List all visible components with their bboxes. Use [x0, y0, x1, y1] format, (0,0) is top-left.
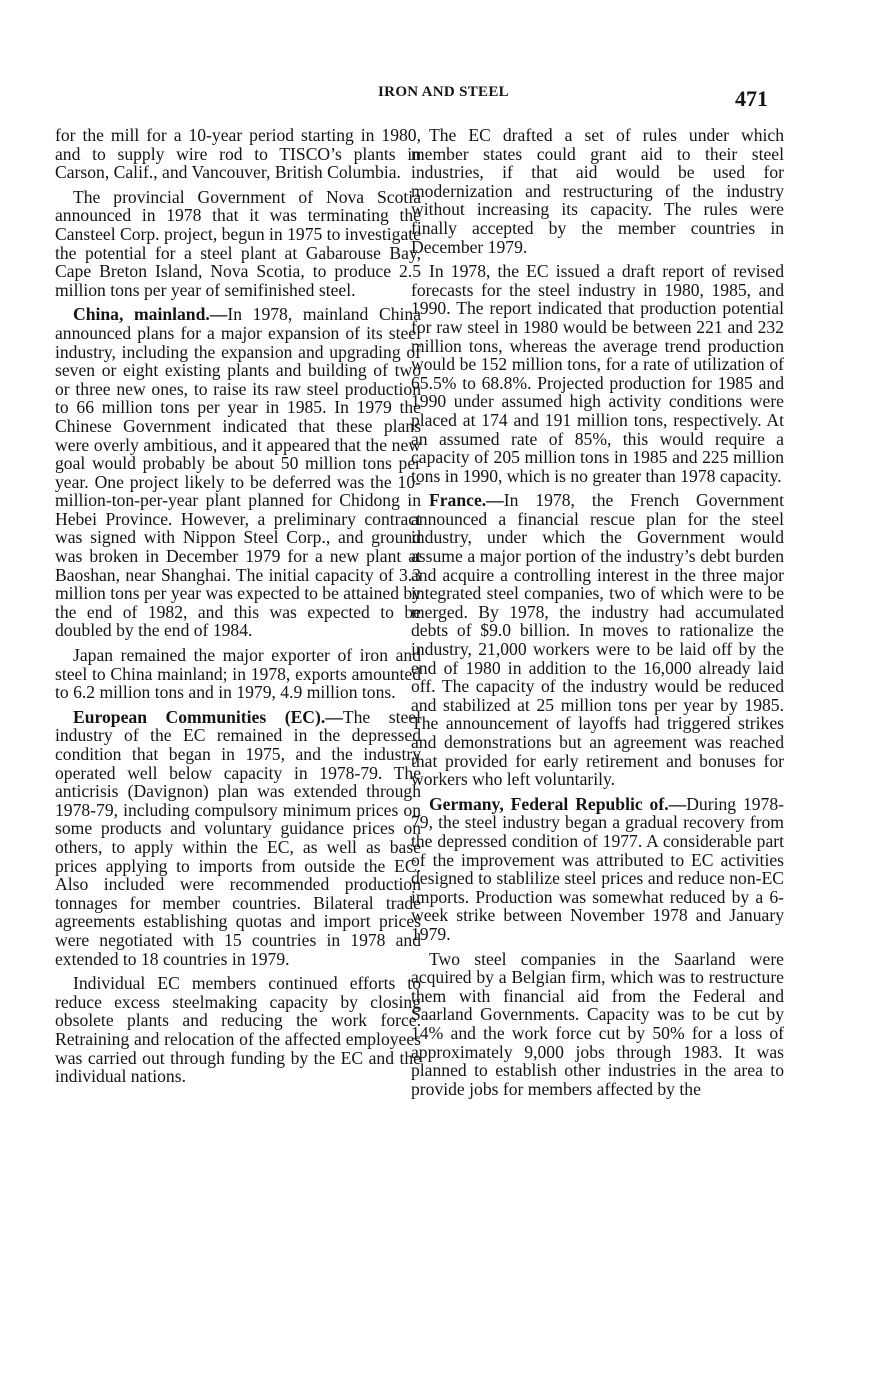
paragraph-china: [55, 305, 421, 640]
paragraph-france: [411, 491, 784, 789]
left-column: [55, 126, 421, 1092]
paragraph: In 1978, the EC issued a draft report of revised forecasts for the steel industry in 1980, 1985, and 1990. The report indicated that production potential for raw steel in 1980 would be between 221 and 232 million tons, whereas the average trend production would be 152 million tons, for a rate of utilization of 65.5% to 68.8%. Projected production for 1985 and 1990 under assumed high activity conditions were placed at 174 and 191 million tons, respectively. At an assumed rate of 85%, this would require a capacity of 205 million tons in 1985 and 225 million tons in 1990, which is no greater than 1978 capacity.: [411, 261, 784, 486]
paragraph-germany: [411, 795, 784, 944]
page-number: 471: [735, 86, 768, 111]
section-heading: European Communities (EC).—: [73, 706, 343, 727]
paragraph-text: The steel industry of the EC remained in the depressed condition that began in 1975, and the industry operated well below capacity in 1978-79. The anticrisis (Davignon) plan was extended through 1978-79, including compulsory minimum prices on some products and voluntary guidance prices on others, to apply within the EC, as well as base prices applying to imports from outside the EC. Also included were recommended production tonnages for member countries. Bilateral trade agreements establishing quotas and import prices were negotiated with 15 countries in 1978 and extended to 18 countries in 1979.: [55, 706, 421, 969]
paragraph: for the mill for a 10-year period starting in 1980, and to supply wire rod to TISCO’s plants in Carson, Calif., and Vancouver, British Columbia.: [55, 125, 421, 183]
paragraph: Two steel companies in the Saarland were acquired by a Belgian firm, which was to restructure them with financial aid from the Federal and Saarland Governments. Capacity was to be cut by 14% and the work force cut by 50% for a loss of approximately 9,000 jobs through 1983. It was planned to establish other industries in the area to provide jobs for members affected by the: [411, 948, 784, 1099]
paragraph-text: During 1978-79, the steel industry began a gradual recovery from the depressed condition of 1977. A considerable part of the improvement was attributed to EC activities designed to stablilize steel prices and reduce non-EC imports. Production was somewhat reduced by a 6-week strike between November 1978 and January 1979.: [411, 793, 784, 944]
paragraph: The provincial Government of Nova Scotia announced in 1978 that it was terminating the Cansteel Corp. project, begun in 1975 to investigate the potential for a steel plant at Gabarouse Bay, Cape Breton Island, Nova Scotia, to produce 2.5 million tons per year of semifinished steel.: [55, 186, 421, 300]
section-heading: France.—: [429, 490, 504, 511]
paragraph-text: In 1978, mainland China announced plans for a major expansion of its steel industry, including the expansion and upgrading of seven or eight existing plants and building of two or three new ones, to raise its raw steel production to 66 million tons per year in 1985. In 1979 the Chinese Government indicated that these plans were overly ambitious, and it appeared that the new goal would probably be about 50 million tons per year. One project likely to be deferred was the 10-million-ton-per-year plant planned for Chidong in Hebei Province. However, a preliminary contract was signed with Nippon Steel Corp., and ground was broken in December 1979 for a new plant at Baoshan, near Shanghai. The initial capacity of 3.3 million tons per year was expected to be attained by the end of 1982, and this was expected to be doubled by the end of 1984.: [55, 304, 421, 641]
paragraph: Japan remained the major exporter of iron and steel to China mainland; in 1978, exports amounted to 6.2 million tons and in 1979, 4.9 million tons.: [55, 645, 421, 703]
right-column: [411, 126, 784, 1104]
running-head: IRON AND STEEL: [378, 84, 509, 100]
paragraph-text: In 1978, the French Government announced a financial rescue plan for the steel industry, under which the Government would assume a major portion of the industry’s debt burden and acquire a controlling interest in the three major integrated steel companies, two of which were to be merged. By 1978, the industry had accumulated debts of $9.0 billion. In moves to rationalize the industry, 21,000 workers were to be laid off by the end of 1980 in addition to the 16,000 already laid off. The capacity of the industry would be reduced and stabilized at 25 million tons per year by 1985. The announcement of layoffs had triggered strikes and demonstrations but an agreement was reached that provided for early retirement and bonuses for workers who left voluntarily.: [411, 490, 784, 790]
section-heading: China, mainland.—: [73, 304, 228, 325]
paragraph-ec: [55, 708, 421, 968]
paragraph: The EC drafted a set of rules under which member states could grant aid to their steel industries, if that aid would be used for modernization and restructuring of the industry without increasing its capacity. The rules were finally accepted by the member countries in December 1979.: [411, 125, 784, 257]
section-heading: Germany, Federal Republic of.—: [429, 793, 687, 814]
paragraph: Individual EC members continued efforts to reduce excess steelmaking capacity by closing obsolete plants and reducing the work force. Retraining and relocation of the affected employees was carried out through funding by the EC and the individual nations.: [55, 973, 421, 1087]
